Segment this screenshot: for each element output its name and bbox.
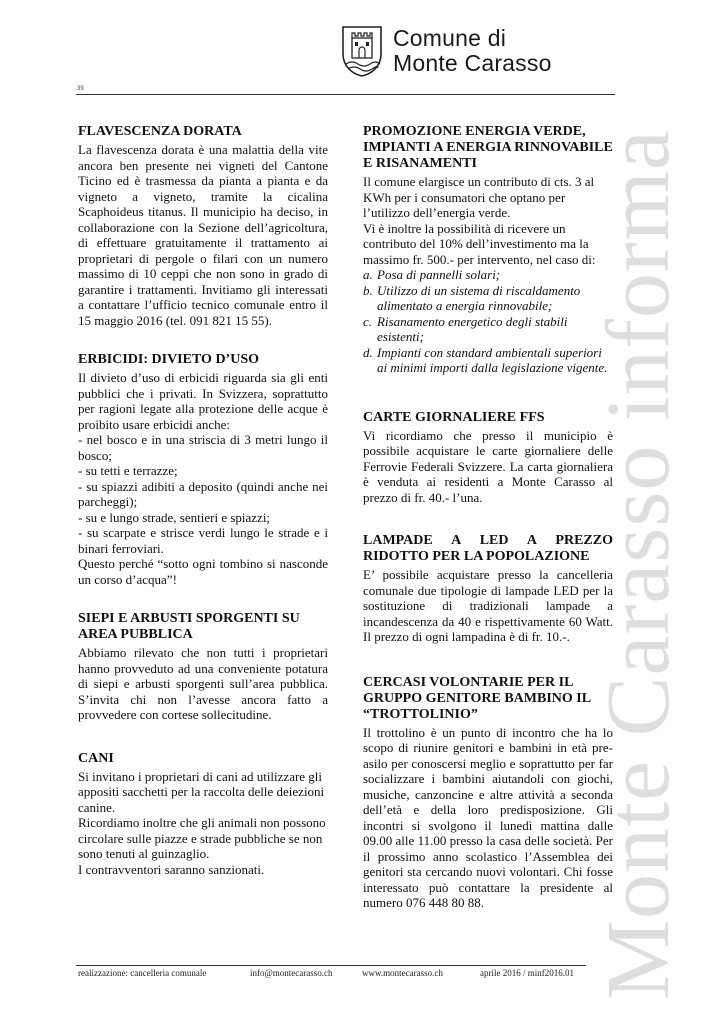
right-column <box>363 124 613 911</box>
left-column <box>78 124 328 877</box>
footer-email-link[interactable]: info@montecarasso.ch <box>250 968 333 978</box>
section-heading: PROMOZIONE ENERGIA VERDE, IMPIANTI A ENERGIA RINNOVABILE E RISANAMENTI <box>363 124 613 171</box>
section-led <box>363 533 613 645</box>
section-ffs <box>363 410 613 506</box>
section-text: La flavescenza dorata è una malattia della vite ancora ben presente nei vigneti del Cantone Ticino ed è trasmessa da pianta a pianta e da vigneto a vigneto, tramite la cicalina Scaphoideus titanus. Il municipio ha deciso, in collaborazione con la Sezione dell’agricoltura, di effettuare gratuitamente il trattamento ai proprietari di pergole o filari con un numero massimo di 10 ceppi che non sono in grado di garantire i trattamenti. Invitiamo gli interessati a contattare l’ufficio tecnico comunale entro il 15 maggio 2016 (tel. 091 821 15 55). <box>78 142 328 328</box>
section-text: Vi ricordiamo che presso il municipio è possibile acquistare le carte giornaliere delle Ferrovie Federali Svizzere. La carta giornaliera è venduta ai residenti a Monte Carasso al prezzo di fr. 40.- l’una. <box>363 427 613 505</box>
logo-line-2: Monte Carasso <box>393 50 552 76</box>
list-item <box>363 267 613 283</box>
section-heading: FLAVESCENZA DORATA <box>78 124 242 139</box>
section-trottolinio <box>363 675 613 911</box>
section-heading: CERCASI VOLONTARIE PER IL GRUPPO GENITORE BAMBINO IL “TROTTOLINIO” <box>363 674 591 722</box>
section-text: Ricordiamo inoltre che gli animali non possono circolare sulle piazze e strade pubbliche se non sono tenuti al guinzaglio. <box>78 815 326 861</box>
section-flavescenza <box>78 124 328 328</box>
list-item-text: Utilizzo di un sistema di riscaldamento alimentato a energia rinnovabile; <box>377 282 581 313</box>
list-marker: b. <box>363 282 373 298</box>
list-item <box>363 314 613 345</box>
section-text: Questo perché “sotto ogni tombino si nasconde un corso d’acqua”! <box>78 556 328 587</box>
coat-of-arms-icon <box>340 24 384 78</box>
list-item <box>363 345 613 376</box>
section-text: - su scarpate e strisce verdi lungo le strade e i binari ferroviari. <box>78 525 328 556</box>
section-heading: LAMPADE A LED A PREZZO RIDOTTO PER LA POPOLAZIONE <box>363 533 613 564</box>
section-text: - nel bosco e in una striscia di 3 metri lungo il bosco; <box>78 432 328 463</box>
section-text: I contravventori saranno sanzionati. <box>78 861 265 877</box>
section-text: - su tetti e terrazze; <box>78 463 178 478</box>
section-energia <box>363 124 613 376</box>
section-text: - su spiazzi adibiti a deposito (quindi anche nei parcheggi); <box>78 478 328 509</box>
section-heading: CANI <box>78 750 114 766</box>
section-text: - su e lungo strade, sentieri e spiazzi; <box>78 509 271 525</box>
section-text: Il divieto d’uso di erbicidi riguarda sia gli enti pubblici che i privati. In Svizzera, soprattutto per ragioni legate alla protezione delle acque è proibito usare erbicidi anche: <box>78 370 328 432</box>
list-item-text: Impianti con standard ambientali superiori ai minimi importi dalla legislazione vigente. <box>377 344 608 375</box>
list-item-text: Risanamento energetico degli stabili esistenti; <box>377 313 568 344</box>
page-number: 39 <box>77 86 84 92</box>
section-text: Si invitano i proprietari di cani ad utilizzare gli appositi sacchetti per la raccolta delle deiezioni canine. <box>78 768 325 815</box>
list-item-text: Posa di pannelli solari; <box>377 267 501 282</box>
footer-edition: aprile 2016 / minf2016.01 <box>480 968 574 978</box>
section-cani <box>78 751 328 878</box>
header-divider <box>76 94 615 95</box>
section-siepi <box>78 611 328 723</box>
section-text: Il trottolino è un punto di incontro che ha lo scopo di riunire genitori e bambini in età pre-asilo per conoscersi meglio e soprattutto per far socializzare i bambini aiutandoli con giochi, musiche, canzoncine e altre attività a seconda dell’età e della loro predisposizione. Gli incontri si svolgono il lunedì mattina dalle 09.00 alle 11.00 presso la casa delle società. Per il prossimo anno scolastico l’Assemblea dei genitori sta cercando nuovi volontari. Chi fosse interessato può contattare la presidente al numero 076 448 80 88. <box>363 724 613 910</box>
section-text: Il comune elargisce un contributo di cts. 3 al KWh per i consumatori che optano per l’utilizzo dell’energia verde. <box>363 174 595 220</box>
section-heading: SIEPI E ARBUSTI SPORGENTI SU AREA PUBBLICA <box>78 611 300 642</box>
footer-website-link[interactable]: www.montecarasso.ch <box>362 968 443 978</box>
section-text: Abbiamo rilevato che non tutti i proprietari hanno provveduto ad una conveniente potatura di siepi e arbusti sporgenti sull’area pubblica. S’invita chi non l’avesse ancora fatto a provvedere con cortese sollecitudine. <box>78 645 328 722</box>
list-marker: c. <box>363 313 373 329</box>
section-heading: ERBICIDI: DIVIETO D’USO <box>78 352 260 367</box>
comune-logo <box>340 24 590 84</box>
section-text: Vi è inoltre la possibilità di ricevere un contributo del 10% dell’investimento ma la massimo fr. 500.- per intervento, nel caso di: <box>363 220 596 267</box>
list-marker: a. <box>363 267 373 282</box>
section-text: E’ possibile acquistare presso la cancelleria comunale due tipologie di lampade LED per la sostituzione di tradizionali lampade a incandescenza da 40 e rispettivamente 60 Watt. Il prezzo di ogni lampadina è di fr. 10.-. <box>363 567 613 644</box>
energia-list <box>363 267 613 376</box>
list-marker: d. <box>363 344 373 360</box>
side-title: Monte Carasso informa <box>589 129 688 1000</box>
logo-line-1: Comune di <box>393 25 507 51</box>
section-heading: CARTE GIORNALIERE FFS <box>363 409 545 425</box>
footer-credit: realizzazione: cancelleria comunale <box>78 968 207 978</box>
footer-divider <box>76 965 586 966</box>
logo-wordmark <box>393 26 552 76</box>
section-erbicidi <box>78 352 328 587</box>
list-item <box>363 283 613 314</box>
